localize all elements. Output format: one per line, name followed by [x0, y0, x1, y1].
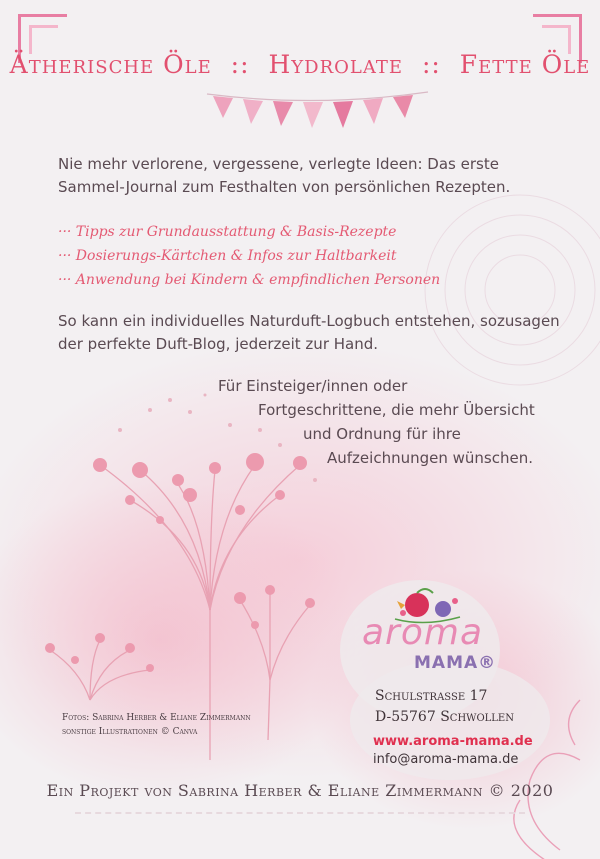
header-part-essential-oils: Ätherische Öle	[9, 50, 212, 79]
bunting-icon	[205, 88, 430, 143]
list-item: ··· Anwendung bei Kindern & empfindlichen Personen	[58, 272, 441, 288]
target-line: und Ordnung für ihre	[303, 425, 461, 443]
list-item: ··· Dosierungs-Kärtchen & Infos zur Haltbarkeit	[58, 248, 397, 264]
description-text: So kann ein individuelles Naturduft-Logbuch entstehen, sozusagen der perfekte Duft-Blog, jederzeit zur Hand.	[58, 312, 560, 353]
feature-list	[58, 220, 558, 292]
header-separator: ::	[230, 50, 250, 79]
brand-name-sub: MAMA®	[414, 653, 497, 673]
credits	[62, 711, 251, 739]
header-part-hydrolates: Hydrolate	[268, 50, 404, 79]
target-line: Fortgeschrittene, die mehr Übersicht	[258, 401, 535, 419]
target-line: Aufzeichnungen wünschen.	[327, 449, 533, 467]
email-link[interactable]: info@aroma-mama.de	[373, 752, 519, 767]
header-separator: ::	[421, 50, 441, 79]
brand-name: aroma	[362, 612, 484, 653]
intro-text: Nie mehr verlorene, vergessene, verlegte Ideen: Das erste Sammel-Journal zum Festhalten von persönlichen Rezepten.	[58, 155, 511, 196]
credits-photos: Fotos: Sabrina Herber & Eliane Zimmermann	[62, 713, 251, 723]
address-block	[375, 686, 514, 728]
header-part-fatty-oils: Fette Öle	[459, 50, 591, 79]
header-title	[0, 50, 600, 79]
footer-text: Ein Projekt von Sabrina Herber & Eliane Zimmermann © 2020	[46, 781, 554, 800]
list-item: ··· Tipps zur Grundausstattung & Basis-Rezepte	[58, 224, 397, 240]
address-street: Schulstrasse 17	[375, 688, 488, 704]
footer-divider	[75, 812, 525, 814]
website-link[interactable]: www.aroma-mama.de	[373, 734, 533, 749]
target-line: Für Einsteiger/innen oder	[218, 377, 408, 395]
address-city: D-55767 Schwollen	[375, 709, 514, 725]
credits-illustrations: sonstige Illustrationen © Canva	[62, 727, 198, 737]
